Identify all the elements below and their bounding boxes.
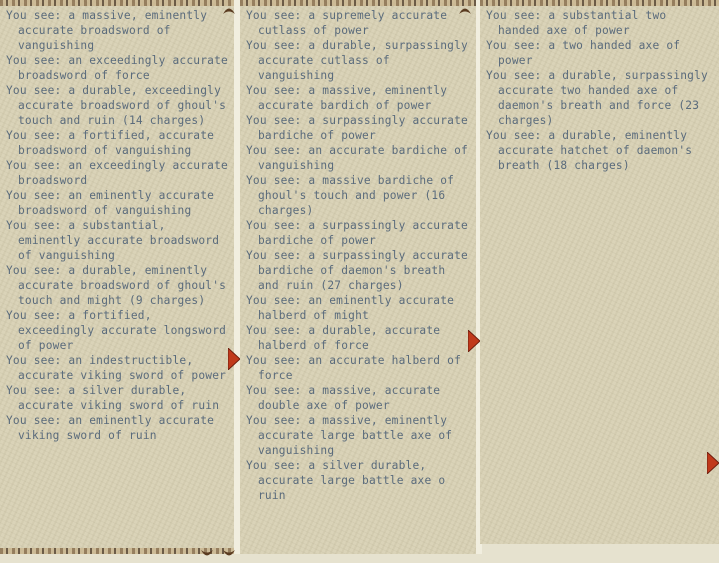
journal-entry: You see: a fortified, accurate broadsword of vanguishing — [6, 129, 215, 157]
journal-entry: You see: a durable, exceedingly accurate broadsword of ghoul's touch and ruin (14 charges) — [6, 84, 227, 127]
journal-entry: You see: a two handed axe of power — [486, 39, 681, 67]
journal-entry: You see: a durable, eminently accurate hatchet of daemon's breath (18 charges) — [486, 129, 693, 172]
journal-entry: You see: a durable, eminently accurate broadsword of ghoul's touch and might (9 charges) — [6, 264, 227, 307]
fleur-ornament-icon — [222, 0, 236, 10]
scroll-arrow-icon[interactable] — [468, 330, 480, 352]
decorative-border-top — [0, 0, 234, 6]
journal-column-1 — [0, 0, 234, 554]
journal-entry: You see: an exceedingly accurate broadsword — [6, 159, 228, 187]
entry-list-3 — [486, 8, 713, 173]
journal-column-3 — [480, 0, 719, 544]
scroll-arrow-icon[interactable] — [228, 348, 240, 370]
journal-entry: You see: a massive, eminently accurate bardich of power — [246, 84, 448, 112]
journal-entry: You see: a silver durable, accurate viking sword of ruin — [6, 384, 220, 412]
journal-entry: You see: a fortified, exceedingly accurate longsword of power — [6, 309, 227, 352]
scroll-arrow-icon[interactable] — [707, 452, 719, 474]
journal-entry: You see: an eminently accurate broadsword of vanguishing — [6, 189, 215, 217]
entry-list-1 — [6, 8, 228, 443]
fleur-ornament-icon — [222, 544, 236, 554]
journal-entry: You see: a massive, accurate double axe of power — [246, 384, 441, 412]
journal-entry: You see: an accurate halberd of force — [246, 354, 461, 382]
journal-entry: You see: a silver durable, accurate large battle axe o ruin — [246, 459, 446, 502]
decorative-border-top — [480, 0, 719, 6]
journal-entry: You see: an eminently accurate viking sword of ruin — [6, 414, 215, 442]
journal-entry: You see: a durable, accurate halberd of force — [246, 324, 441, 352]
journal-entry: You see: an exceedingly accurate broadsword of force — [6, 54, 228, 82]
decorative-border-bottom — [0, 548, 234, 554]
journal-entry: You see: a substantial two handed axe of power — [486, 9, 667, 37]
journal-entry: You see: a surpassingly accurate bardiche of power — [246, 219, 468, 247]
fleur-ornament-icon — [200, 544, 214, 554]
decorative-border-top — [240, 0, 476, 6]
journal-entry: You see: a durable, surpassingly accurate two handed axe of daemon's breath and force (23 charges) — [486, 69, 708, 127]
journal-entry: You see: a massive, eminently accurate large battle axe of vanguishing — [246, 414, 453, 457]
journal-entry: You see: a surpassingly accurate bardiche of daemon's breath and ruin (27 charges) — [246, 249, 468, 292]
journal-entry: You see: a massive bardiche of ghoul's touch and power (16 charges) — [246, 174, 455, 217]
journal-column-2 — [240, 0, 476, 554]
journal-entry: You see: an eminently accurate halberd of might — [246, 294, 455, 322]
journal-entry: You see: a durable, surpassingly accurate cutlass of vanguishing — [246, 39, 468, 82]
fleur-ornament-icon — [458, 0, 472, 10]
journal-entry: You see: a massive, eminently accurate broadsword of vanguishing — [6, 9, 208, 52]
journal-entry: You see: an accurate bardiche of vanguishing — [246, 144, 468, 172]
entry-list-2 — [246, 8, 470, 503]
journal-entry: You see: a surpassingly accurate bardiche of power — [246, 114, 468, 142]
journal-entry: You see: a substantial, eminently accurate broadsword of vanguishing — [6, 219, 220, 262]
journal-entry: You see: an indestructible, accurate viking sword of power — [6, 354, 227, 382]
journal-entry: You see: a supremely accurate cutlass of power — [246, 9, 448, 37]
